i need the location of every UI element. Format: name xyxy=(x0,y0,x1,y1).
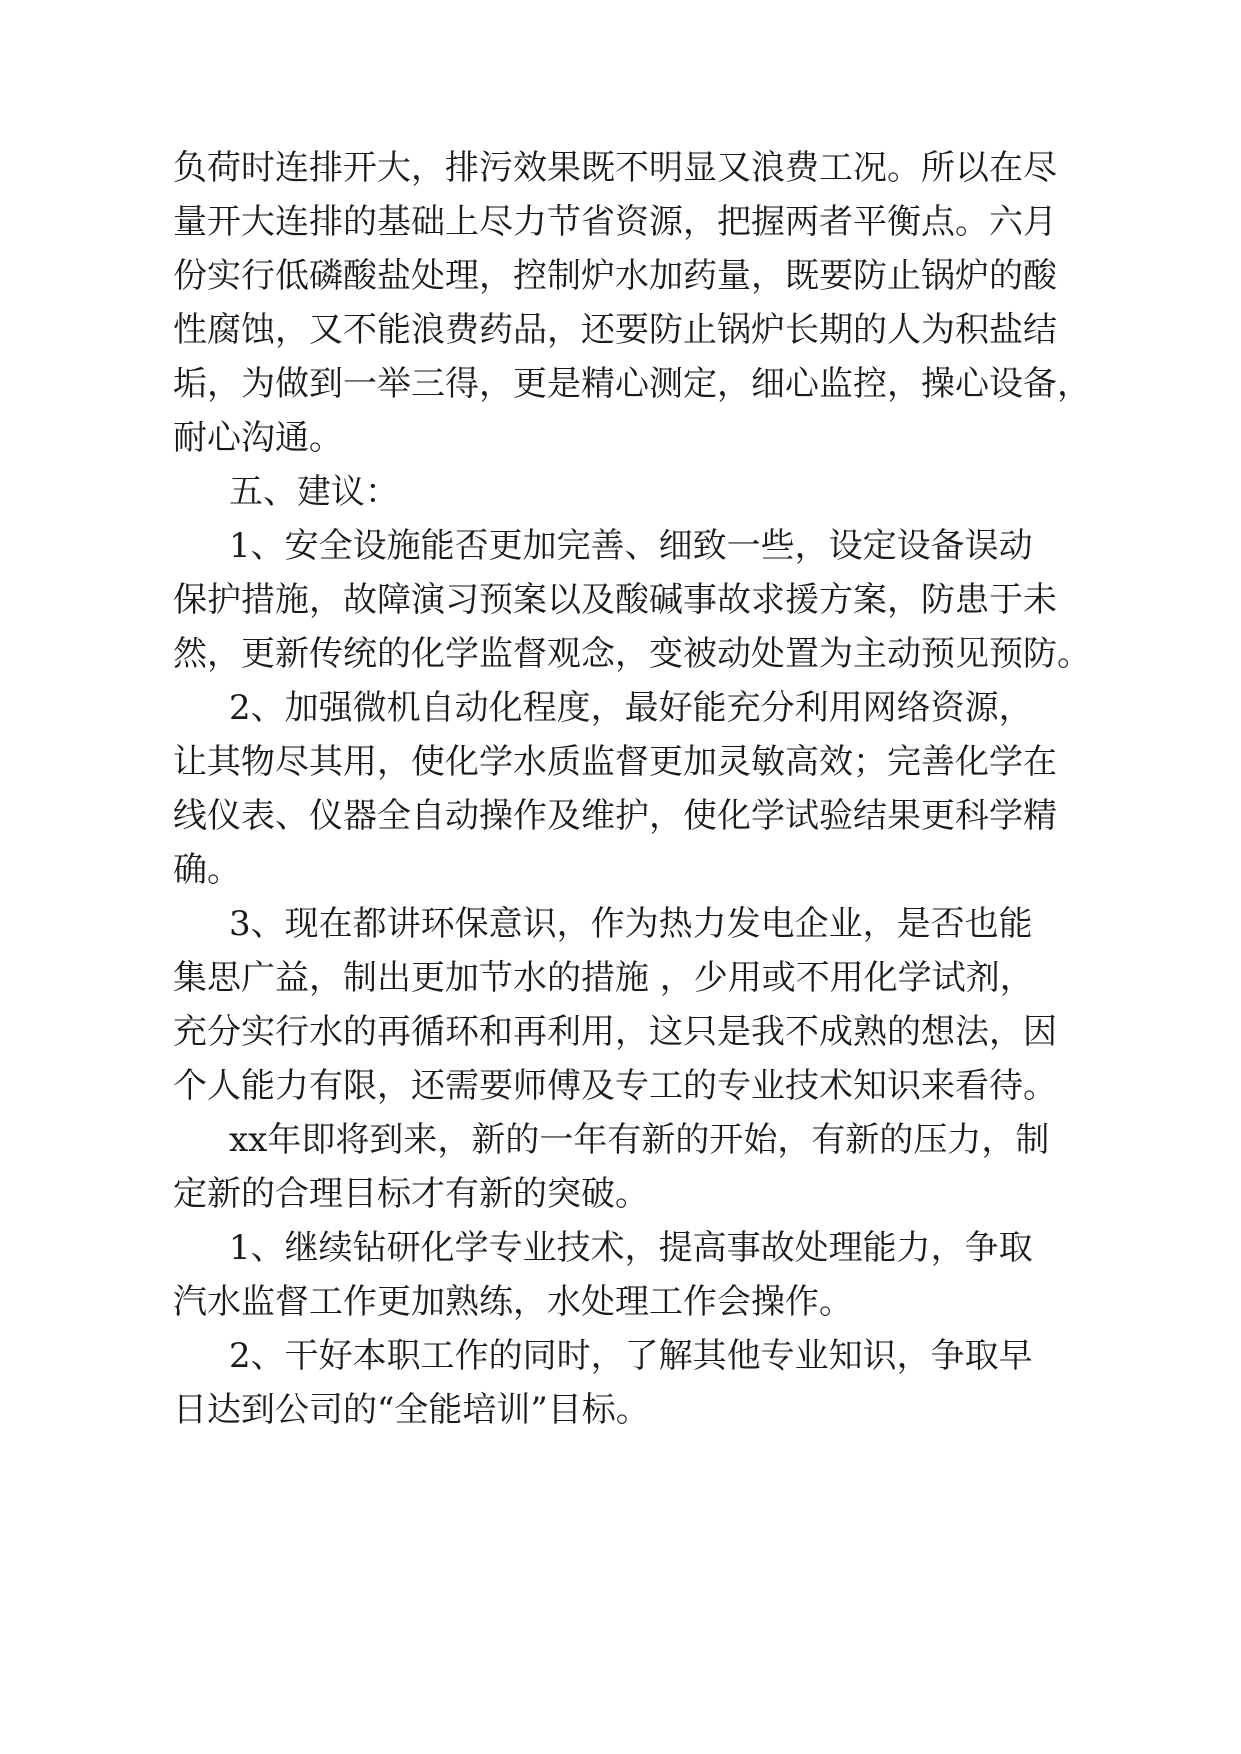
text-line: 负荷时连排开大，排污效果既不明显又浪费工况。所以在尽 xyxy=(173,148,1057,188)
text-line: 份实行低磷酸盐处理，控制炉水加药量，既要防止锅炉的酸 xyxy=(173,256,1057,296)
text-line: xx年即将到来，新的一年有新的开始，有新的压力，制 xyxy=(229,1120,1050,1160)
text-line: 让其物尽其用，使化学水质监督更加灵敏高效；完善化学在 xyxy=(173,742,1057,782)
text-line: 量开大连排的基础上尽力节省资源，把握两者平衡点。六月 xyxy=(173,202,1057,242)
text-line: 汽水监督工作更加熟练，水处理工作会操作。 xyxy=(173,1282,853,1322)
text-line: 3、现在都讲环保意识，作为热力发电企业，是否也能 xyxy=(229,904,1033,944)
text-line: 集思广益，制出更加节水的措施 ，少用或不用化学试剂， xyxy=(173,958,1034,998)
text-line: 耐心沟通。 xyxy=(173,418,343,458)
text-line: 2、加强微机自动化程度，最好能充分利用网络资源， xyxy=(229,688,1033,728)
text-line: 个人能力有限，还需要师傅及专工的专业技术知识来看待。 xyxy=(173,1066,1057,1106)
text-line: 日达到公司的“全能培训”目标。 xyxy=(173,1390,650,1430)
text-line: 1、安全设施能否更加完善、细致一些，设定设备误动 xyxy=(229,526,1033,566)
text-line: 垢，为做到一举三得，更是精心测定，细心监控，操心设备， xyxy=(173,364,1091,404)
section-heading: 五、建议： xyxy=(229,472,399,512)
text-line: 2、干好本职工作的同时，了解其他专业知识，争取早 xyxy=(229,1336,1033,1376)
text-line: 保护措施，故障演习预案以及酸碱事故求援方案，防患于未 xyxy=(173,580,1057,620)
text-line: 性腐蚀，又不能浪费药品，还要防止锅炉长期的人为积盐结 xyxy=(173,310,1057,350)
text-line: 线仪表、仪器全自动操作及维护，使化学试验结果更科学精 xyxy=(173,796,1057,836)
text-line: 定新的合理目标才有新的突破。 xyxy=(173,1174,649,1214)
text-line: 充分实行水的再循环和再利用，这只是我不成熟的想法，因 xyxy=(173,1012,1057,1052)
text-line: 确。 xyxy=(173,850,241,890)
text-line: 1、继续钻研化学专业技术，提高事故处理能力，争取 xyxy=(229,1228,1033,1268)
text-line: 然，更新传统的化学监督观念，变被动处置为主动预见预防。 xyxy=(173,634,1091,674)
